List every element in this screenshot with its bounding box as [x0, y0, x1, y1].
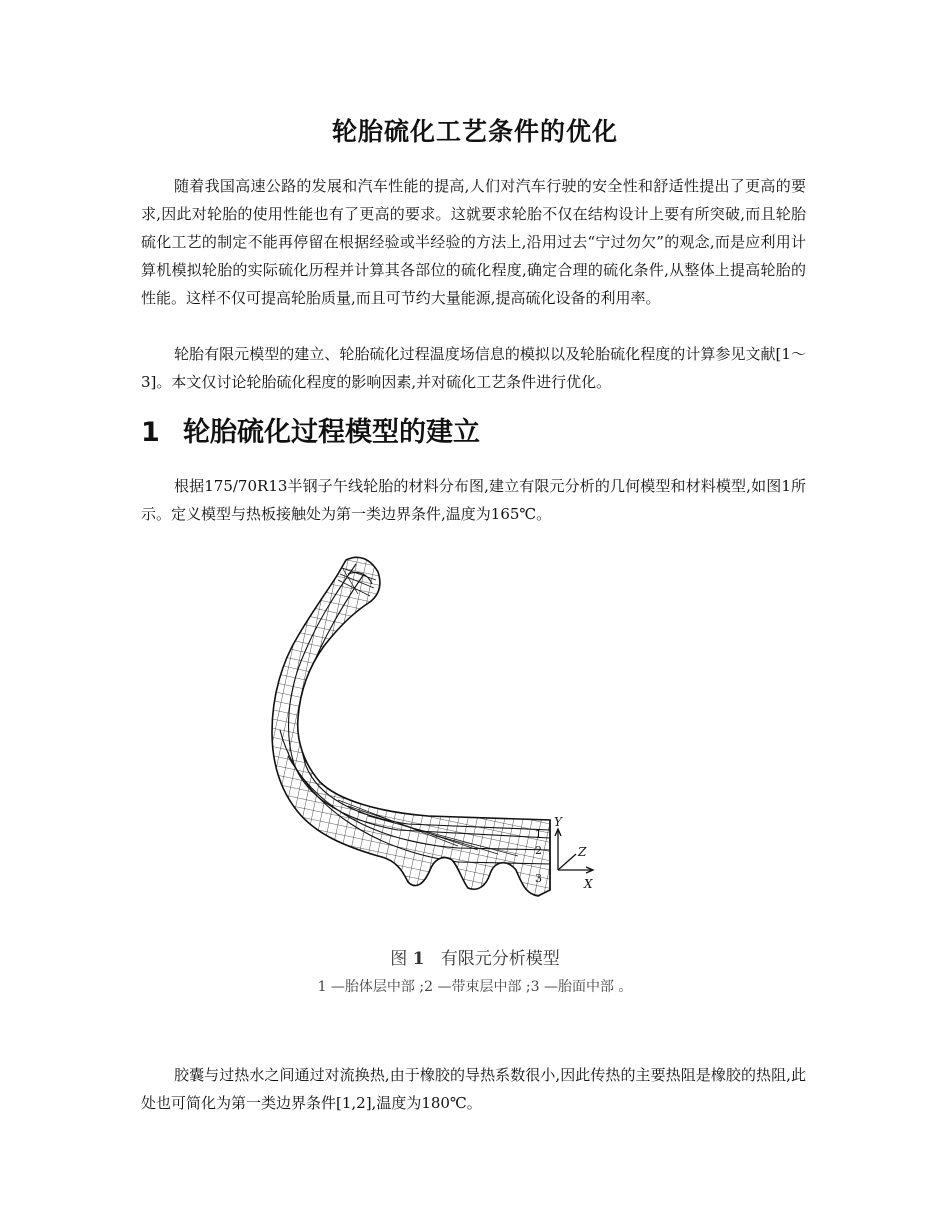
- axis-z-label: Z: [578, 845, 587, 859]
- label-1: 1: [535, 828, 542, 841]
- figure-legend: 1 —胎体层中部 ;2 —带束层中部 ;3 —胎面中部 。: [317, 979, 633, 995]
- section-heading: [141, 410, 480, 449]
- tire-outline: [272, 557, 550, 896]
- figure-caption-prefix: 图: [390, 949, 408, 969]
- paragraph-intro: 随着我国高速公路的发展和汽车性能的提高,人们对汽车行驶的安全性和舒适性提出了更高的要求,因此对轮胎的使用性能也有了更高的要求。这就要求轮胎不仅在结构设计上要有所突破,而且轮胎硫化工艺的制定不能再停留在根据经验或半经验的方法上,沿用过去“宁过勿欠”的观念,而是应利用计算机模拟轮胎的实际硫化历程并计算其各部位的硫化程度,确定合理的硫化条件,从整体上提高轮胎的性能。这样不仅可提高轮胎质量,而且可节约大量能源,提高硫化设备的利用率。: [141, 177, 806, 307]
- finite-element-model-figure: [258, 550, 618, 920]
- axis-y-label: Y: [554, 815, 562, 829]
- document-title: 轮胎硫化工艺条件的优化: [331, 117, 618, 146]
- figure-caption-title: 有限元分析模型: [440, 949, 560, 969]
- paragraph-boundary: 胶囊与过热水之间通过对流换热,由于橡胶的导热系数很小,因此传热的主要热阻是橡胶的热阻,此处也可简化为第一类边界条件[1,2],温度为180℃。: [141, 1066, 806, 1112]
- label-3: 3: [535, 872, 542, 885]
- paragraph-references: 轮胎有限元模型的建立、轮胎硫化过程温度场信息的模拟以及轮胎硫化程度的计算参见文献[1～3]。本文仅讨论轮胎硫化程度的影响因素,并对硫化工艺条件进行优化。: [141, 345, 806, 391]
- label-2: 2: [535, 844, 542, 857]
- axes-indicator: [555, 829, 593, 873]
- figure-caption: [0, 944, 950, 969]
- axis-x-label: X: [584, 877, 593, 891]
- paragraph-model: 根据175/70R13半钢子午线轮胎的材料分布图,建立有限元分析的几何模型和材料模型,如图1所示。定义模型与热板接触处为第一类边界条件,温度为165℃。: [141, 477, 806, 523]
- section-title: 轮胎硫化过程模型的建立: [183, 417, 480, 448]
- section-number: 1: [141, 417, 160, 448]
- figure-caption-number: 1: [412, 949, 425, 969]
